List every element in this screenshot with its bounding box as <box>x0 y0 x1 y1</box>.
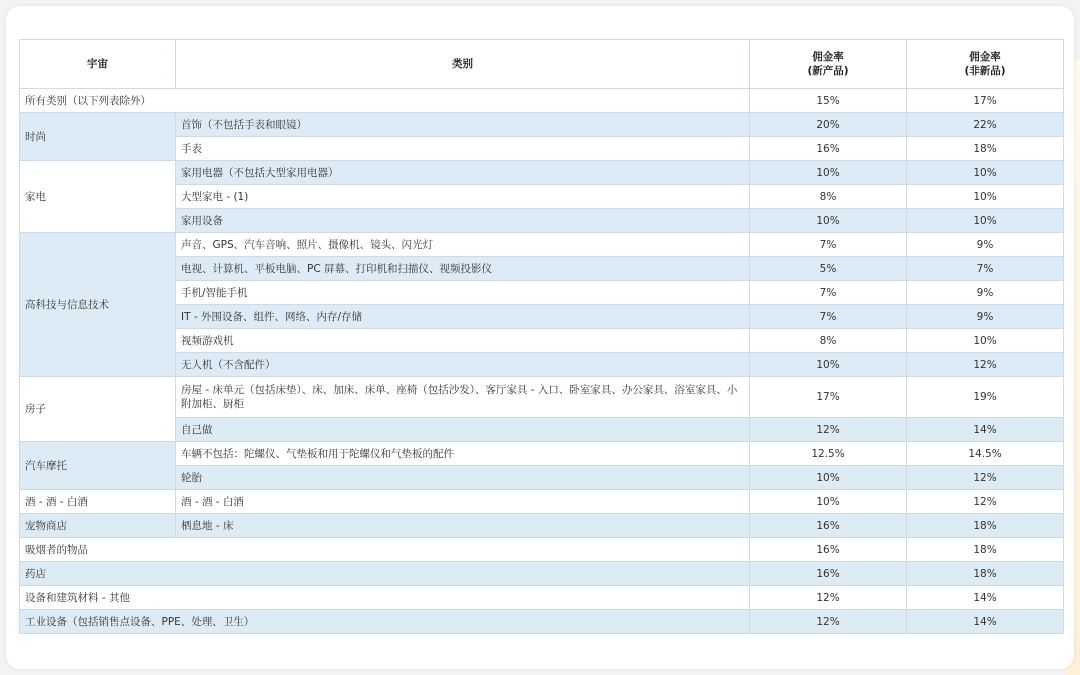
rate-used-cell: 7% <box>907 257 1064 281</box>
rate-new-cell: 12% <box>750 610 907 634</box>
universe-cell: 酒 - 酒 - 白酒 <box>20 490 176 514</box>
table-row <box>20 257 1064 281</box>
rate-used-cell: 14% <box>907 586 1064 610</box>
rate-new-cell: 12% <box>750 586 907 610</box>
universe-cell: 汽车摩托 <box>20 442 176 490</box>
universe-cell: 吸烟者的物品 <box>20 538 750 562</box>
rate-new-cell: 10% <box>750 161 907 185</box>
table-row <box>20 89 1064 113</box>
rate-new-cell: 12.5% <box>750 442 907 466</box>
rate-new-cell: 10% <box>750 466 907 490</box>
category-cell: 声音、GPS、汽车音响、照片、摄像机、镜头、闪光灯 <box>176 233 750 257</box>
table-row <box>20 305 1064 329</box>
universe-cell: 高科技与信息技术 <box>20 233 176 377</box>
rate-new-cell: 7% <box>750 281 907 305</box>
rate-used-cell: 9% <box>907 233 1064 257</box>
category-cell: 电视、计算机、平板电脑、PC 屏幕、打印机和扫描仪、视频投影仪 <box>176 257 750 281</box>
category-cell: 家用电器（不包括大型家用电器） <box>176 161 750 185</box>
header-row <box>20 40 1064 89</box>
rate-new-cell: 16% <box>750 514 907 538</box>
rate-used-cell: 12% <box>907 490 1064 514</box>
rate-new-cell: 7% <box>750 233 907 257</box>
category-cell: 车辆不包括：陀螺仪、气垫板和用于陀螺仪和气垫板的配件 <box>176 442 750 466</box>
table-row <box>20 281 1064 305</box>
category-cell: 视频游戏机 <box>176 329 750 353</box>
category-cell: 自己做 <box>176 418 750 442</box>
rate-used-cell: 10% <box>907 329 1064 353</box>
table-row <box>20 353 1064 377</box>
rate-used-cell: 14.5% <box>907 442 1064 466</box>
commission-table <box>19 39 1064 634</box>
universe-cell: 设备和建筑材料 - 其他 <box>20 586 750 610</box>
rate-used-cell: 14% <box>907 610 1064 634</box>
rate-new-cell: 5% <box>750 257 907 281</box>
universe-cell: 时尚 <box>20 113 176 161</box>
rate-new-cell: 17% <box>750 377 907 418</box>
category-cell: 家用设备 <box>176 209 750 233</box>
table-row <box>20 161 1064 185</box>
table-row <box>20 610 1064 634</box>
universe-cell: 宠物商店 <box>20 514 176 538</box>
rate-new-cell: 10% <box>750 490 907 514</box>
category-cell: 房屋 - 床单元（包括床垫）、床、加床、床单、座椅（包括沙发）、客厅家具 - 入口、卧室家具、办公家具、浴室家具、小附加柜、厨柜 <box>176 377 750 418</box>
category-cell: 手机/智能手机 <box>176 281 750 305</box>
table-row <box>20 329 1064 353</box>
rate-new-cell: 12% <box>750 418 907 442</box>
universe-cell: 家电 <box>20 161 176 233</box>
rate-used-cell: 14% <box>907 418 1064 442</box>
table-row <box>20 137 1064 161</box>
table-row <box>20 113 1064 137</box>
rate-used-cell: 10% <box>907 209 1064 233</box>
rate-new-cell: 8% <box>750 329 907 353</box>
table-row <box>20 466 1064 490</box>
category-cell: 手表 <box>176 137 750 161</box>
universe-cell: 所有类别（以下列表除外） <box>20 89 750 113</box>
category-cell: 轮胎 <box>176 466 750 490</box>
table-row <box>20 209 1064 233</box>
rate-new-cell: 7% <box>750 305 907 329</box>
universe-cell: 药店 <box>20 562 750 586</box>
rate-used-cell: 18% <box>907 514 1064 538</box>
rate-new-cell: 16% <box>750 538 907 562</box>
header-category: 类别 <box>176 40 750 89</box>
rate-new-cell: 20% <box>750 113 907 137</box>
table-row <box>20 377 1064 418</box>
rate-new-cell: 16% <box>750 137 907 161</box>
category-cell: 大型家电 - (1) <box>176 185 750 209</box>
table-row <box>20 185 1064 209</box>
rate-new-cell: 16% <box>750 562 907 586</box>
category-cell: 无人机（不含配件） <box>176 353 750 377</box>
rate-used-cell: 17% <box>907 89 1064 113</box>
category-cell: 首饰（不包括手表和眼镜） <box>176 113 750 137</box>
table-row <box>20 233 1064 257</box>
category-cell: IT - 外围设备、组件、网络、内存/存储 <box>176 305 750 329</box>
rate-used-cell: 10% <box>907 185 1064 209</box>
table-row <box>20 586 1064 610</box>
rate-used-cell: 12% <box>907 353 1064 377</box>
header-rate-used: 佣金率 (非新品) <box>907 40 1064 89</box>
rate-used-cell: 22% <box>907 113 1064 137</box>
category-cell: 栖息地 - 床 <box>176 514 750 538</box>
rate-used-cell: 9% <box>907 281 1064 305</box>
table-row <box>20 418 1064 442</box>
rate-new-cell: 8% <box>750 185 907 209</box>
table-row <box>20 490 1064 514</box>
rate-used-cell: 19% <box>907 377 1064 418</box>
rate-new-cell: 15% <box>750 89 907 113</box>
rate-new-cell: 10% <box>750 209 907 233</box>
table-row <box>20 562 1064 586</box>
rate-used-cell: 18% <box>907 137 1064 161</box>
rate-used-cell: 18% <box>907 538 1064 562</box>
rate-new-cell: 10% <box>750 353 907 377</box>
header-universe: 宇宙 <box>20 40 176 89</box>
universe-cell: 房子 <box>20 377 176 442</box>
rate-used-cell: 10% <box>907 161 1064 185</box>
rate-used-cell: 12% <box>907 466 1064 490</box>
header-rate-new: 佣金率 (新产品) <box>750 40 907 89</box>
category-cell: 酒 - 酒 - 白酒 <box>176 490 750 514</box>
rate-used-cell: 9% <box>907 305 1064 329</box>
table-row <box>20 538 1064 562</box>
table-row <box>20 514 1064 538</box>
table-row <box>20 442 1064 466</box>
universe-cell: 工业设备（包括销售点设备、PPE、处理、卫生） <box>20 610 750 634</box>
rate-used-cell: 18% <box>907 562 1064 586</box>
